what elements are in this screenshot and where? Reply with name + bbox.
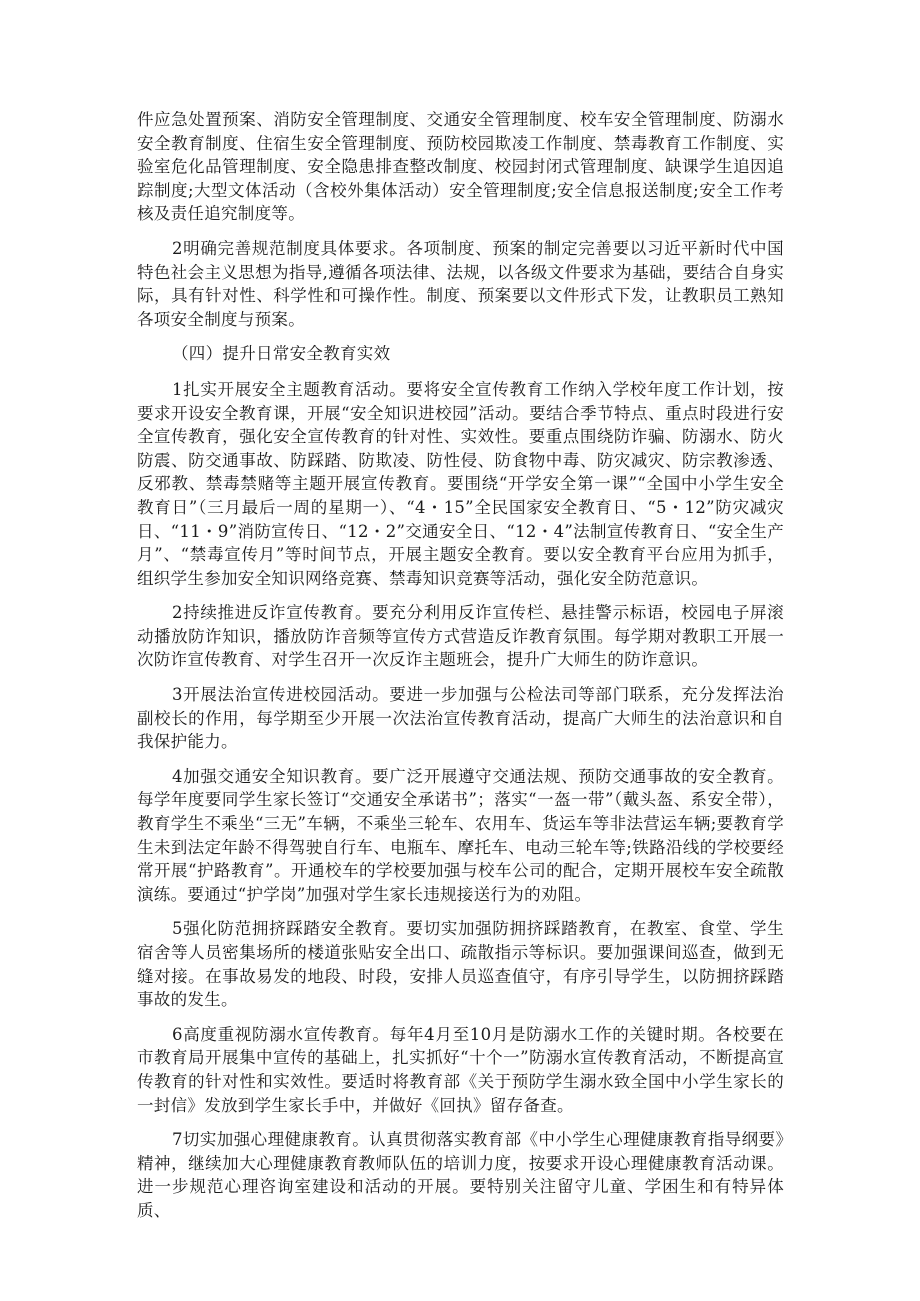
paragraph-system-requirements: 2明确完善规范制度具体要求。各项制度、预案的制定完善要以习近平新时代中国特色社会主义思想为指导,遵循各项法律、法规，以各级文件要求为基础，要结合自身实际，具有针对性、科学性和可操作性。制度、预案要以文件形式下发，让教职员工熟知各项安全制度与预案。 [137, 238, 784, 329]
paragraph-safety-theme-education: 1扎实开展安全主题教育活动。要将安全宣传教育工作纳入学校年度工作计划，按要求开设安全教育课，开展“安全知识进校园”活动。要结合季节特点、重点时段进行安全宣传教育，强化安全宣传教育的针对性、实效性。要重点围绕防诈骗、防溺水、防火防震、防交通事故、防踩踏、防欺凌、防性侵、防食物中毒、防灾减灾、防宗教渗透、反邪教、禁毒禁赌等主题开展宣传教育。要围绕“开学安全第一课”“全国中小学生安全教育日”（三月最后一周的星期一）、“4・15”全民国家安全教育日、“5・12”防灾减灾日、“11・9”消防宣传日、“12・2”交通安全日、“12・4”法制宣传教育日、“安全生产月”、“禁毒宣传月”等时间节点，开展主题安全教育。要以安全教育平台应用为抓手，组织学生参加安全知识网络竞赛、禁毒知识竞赛等活动，强化安全防范意识。 [137, 379, 784, 588]
paragraph-anti-fraud-education: 2持续推进反诈宣传教育。要充分利用反诈宣传栏、悬挂警示标语，校园电子屏滚动播放防诈知识，播放防诈音频等宣传方式营造反诈教育氛围。每学期对教职工开展一次防诈宣传教育、对学生召开一次反诈主题班会，提升广大师生的防诈意识。 [137, 603, 784, 670]
paragraph-safety-system-list: 件应急处置预案、消防安全管理制度、交通安全管理制度、校车安全管理制度、防溺水安全教育制度、住宿生安全管理制度、预防校园欺凌工作制度、禁毒教育工作制度、实验室危化品管理制度、安全隐患排查整改制度、校园封闭式管理制度、缺课学生追因追踪制度;大型文体活动（含校外集体活动）安全管理制度;安全信息报送制度;安全工作考核及责任追究制度等。 [137, 110, 784, 224]
section-heading-daily-safety-education: （四）提升日常安全教育实效 [172, 344, 391, 364]
paragraph-mental-health-education: 7切实加强心理健康教育。认真贯彻落实教育部《中小学生心理健康教育指导纲要》精神，继续加大心理健康教育教师队伍的培训力度，按要求开设心理健康教育活动课。进一步规范心理咨询室建设和活动的开展。要特别关注留守儿童、学困生和有特异体质、 [137, 1130, 784, 1220]
paragraph-traffic-safety-education: 4加强交通安全知识教育。要广泛开展遵守交通法规、预防交通事故的安全教育。每学年度要同学生家长签订“交通安全承诺书”；落实“一盔一带”（戴头盔、系安全带），教育学生不乘坐“三无”车辆，不乘坐三轮车、农用车、货运车等非法营运车辆;要教育学生未到法定年龄不得驾驶自行车、电瓶车、摩托车、电动三轮车等;铁路沿线的学校要经常开展“护路教育”。开通校车的学校要加强与校车公司的配合，定期开展校车安全疏散演练。要通过“护学岗”加强对学生家长违规接送行为的劝阻。 [137, 766, 784, 904]
paragraph-drowning-prevention: 6高度重视防溺水宣传教育。每年4月至10月是防溺水工作的关键时期。各校要在市教育局开展集中宣传的基础上，扎实抓好“十个一”防溺水宣传教育活动，不断提高宣传教育的针对性和实效性。要适时将教育部《关于预防学生溺水致全国中小学生家长的一封信》发放到学生家长手中，并做好《回执》留存备查。 [137, 1024, 784, 1115]
paragraph-legal-education: 3开展法治宣传进校园活动。要进一步加强与公检法司等部门联系，充分发挥法治副校长的作用，每学期至少开展一次法治宣传教育活动，提高广大师生的法治意识和自我保护能力。 [137, 685, 784, 752]
paragraph-stampede-prevention: 5强化防范拥挤踩踏安全教育。要切实加强防拥挤踩踏教育，在教室、食堂、学生宿舍等人员密集场所的楼道张贴安全出口、疏散指示等标识。要加强课间巡查，做到无缝对接。在事故易发的地段、时段，安排人员巡查值守，有序引导学生，以防拥挤踩踏事故的发生。 [137, 919, 784, 1010]
